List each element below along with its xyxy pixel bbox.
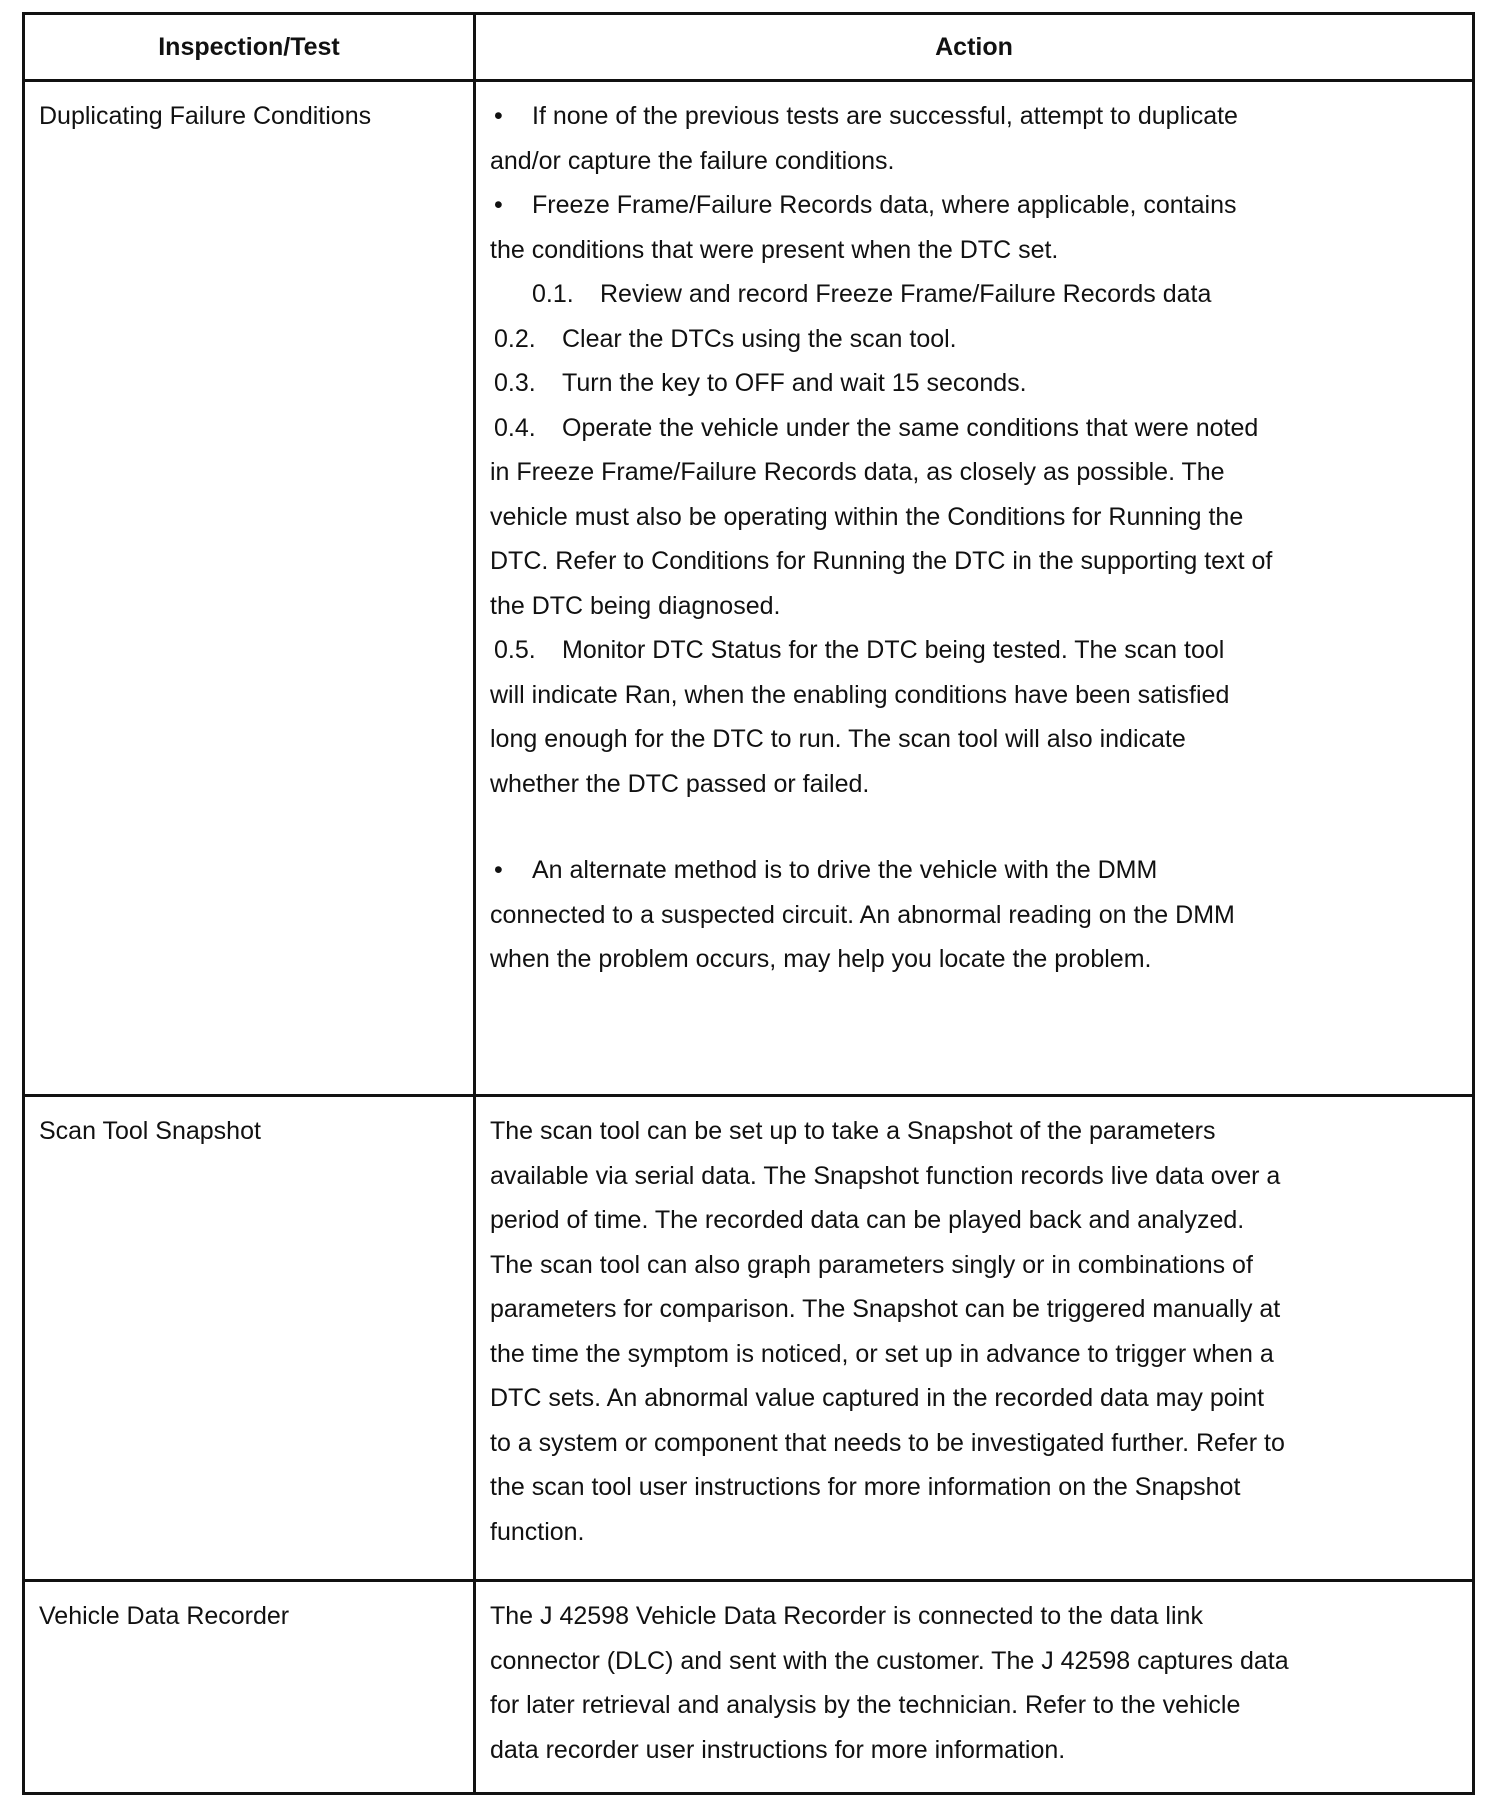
step-text-continued: whether the DTC passed or failed. <box>490 769 870 798</box>
paragraph-line: the time the symptom is noticed, or set up in advance to trigger when a <box>490 1339 1274 1368</box>
step-text-continued: will indicate Ran, when the enabling conditions have been satisfied <box>490 680 1230 709</box>
table-row <box>24 81 1474 1096</box>
bullet-mark: • <box>494 102 503 130</box>
step-text: Turn the key to OFF and wait 15 seconds. <box>562 369 1027 397</box>
step-number: 0.3. <box>494 369 536 397</box>
step-text: Monitor DTC Status for the DTC being tested. The scan tool <box>562 636 1225 664</box>
paragraph-line: connector (DLC) and sent with the customer. The J 42598 captures data <box>490 1646 1289 1675</box>
paragraph-line: The J 42598 Vehicle Data Recorder is connected to the data link <box>490 1602 1203 1630</box>
row-label-vehicle-data-recorder: Vehicle Data Recorder <box>24 1581 475 1794</box>
step-text: Operate the vehicle under the same conditions that were noted <box>562 413 1259 442</box>
bullet-text: An alternate method is to drive the vehicle with the DMM <box>532 856 1158 884</box>
step-item <box>490 361 1456 406</box>
bullet-mark: • <box>494 191 503 219</box>
row-action-vehicle-data-recorder <box>475 1581 1474 1794</box>
paragraph-line: function. <box>490 1517 585 1546</box>
bullet-text-continued: and/or capture the failure conditions. <box>490 146 895 175</box>
paragraph-line: period of time. The recorded data can be played back and analyzed. <box>490 1206 1245 1234</box>
row-label-duplicating-failure-conditions: Duplicating Failure Conditions <box>24 81 475 1096</box>
paragraph-line: The scan tool can also graph parameters singly or in combinations of <box>490 1250 1253 1279</box>
bullet-text-continued: the conditions that were present when the DTC set. <box>490 235 1059 264</box>
paragraph-line: parameters for comparison. The Snapshot can be triggered manually at <box>490 1295 1281 1323</box>
step-text: Clear the DTCs using the scan tool. <box>562 324 957 353</box>
row-label-scan-tool-snapshot: Scan Tool Snapshot <box>24 1096 475 1581</box>
table-header-row <box>24 14 1474 81</box>
step-number: 0.4. <box>494 413 536 442</box>
step-text-continued: long enough for the DTC to run. The scan tool will also indicate <box>490 725 1186 753</box>
row-action-duplicating-failure-conditions <box>475 81 1474 1096</box>
step-number: 0.1. <box>532 280 574 308</box>
bullet-text: Freeze Frame/Failure Records data, where applicable, contains <box>532 191 1237 219</box>
step-text-continued: in Freeze Frame/Failure Records data, as closely as possible. The <box>490 458 1225 486</box>
paragraph-line: for later retrieval and analysis by the technician. Refer to the vehicle <box>490 1691 1241 1719</box>
paragraph-line: the scan tool user instructions for more information on the Snapshot <box>490 1473 1241 1501</box>
paragraph-line: available via serial data. The Snapshot function records live data over a <box>490 1161 1281 1190</box>
paragraph-line: data recorder user instructions for more information. <box>490 1735 1066 1764</box>
bullet-item <box>490 183 1456 228</box>
paragraph-spacer <box>490 806 1456 848</box>
step-number: 0.5. <box>494 636 536 664</box>
step-text-continued: the DTC being diagnosed. <box>490 591 781 620</box>
paragraph-line: The scan tool can be set up to take a Snapshot of the parameters <box>490 1117 1216 1145</box>
step-item <box>490 628 1456 673</box>
step-item <box>490 317 1456 362</box>
step-text-continued: vehicle must also be operating within the Conditions for Running the <box>490 502 1244 531</box>
inspection-action-table <box>22 12 1475 1795</box>
step-item <box>490 406 1456 451</box>
header-inspection-test: Inspection/Test <box>24 14 475 81</box>
step-text-continued: DTC. Refer to Conditions for Running the DTC in the supporting text of <box>490 547 1273 575</box>
bullet-item <box>490 848 1456 893</box>
bullet-item <box>490 94 1456 139</box>
step-text: Review and record Freeze Frame/Failure Records data <box>600 280 1212 308</box>
bullet-text-continued: when the problem occurs, may help you locate the problem. <box>490 945 1152 973</box>
row-action-scan-tool-snapshot <box>475 1096 1474 1581</box>
header-action: Action <box>475 14 1474 81</box>
paragraph-line: DTC sets. An abnormal value captured in the recorded data may point <box>490 1384 1265 1412</box>
step-item <box>490 272 1456 317</box>
bullet-text: If none of the previous tests are successful, attempt to duplicate <box>532 102 1238 130</box>
paragraph-line: to a system or component that needs to be investigated further. Refer to <box>490 1428 1285 1457</box>
table-row <box>24 1096 1474 1581</box>
bullet-text-continued: connected to a suspected circuit. An abnormal reading on the DMM <box>490 900 1235 929</box>
step-number: 0.2. <box>494 324 536 353</box>
table-row <box>24 1581 1474 1794</box>
bullet-mark: • <box>494 856 503 884</box>
